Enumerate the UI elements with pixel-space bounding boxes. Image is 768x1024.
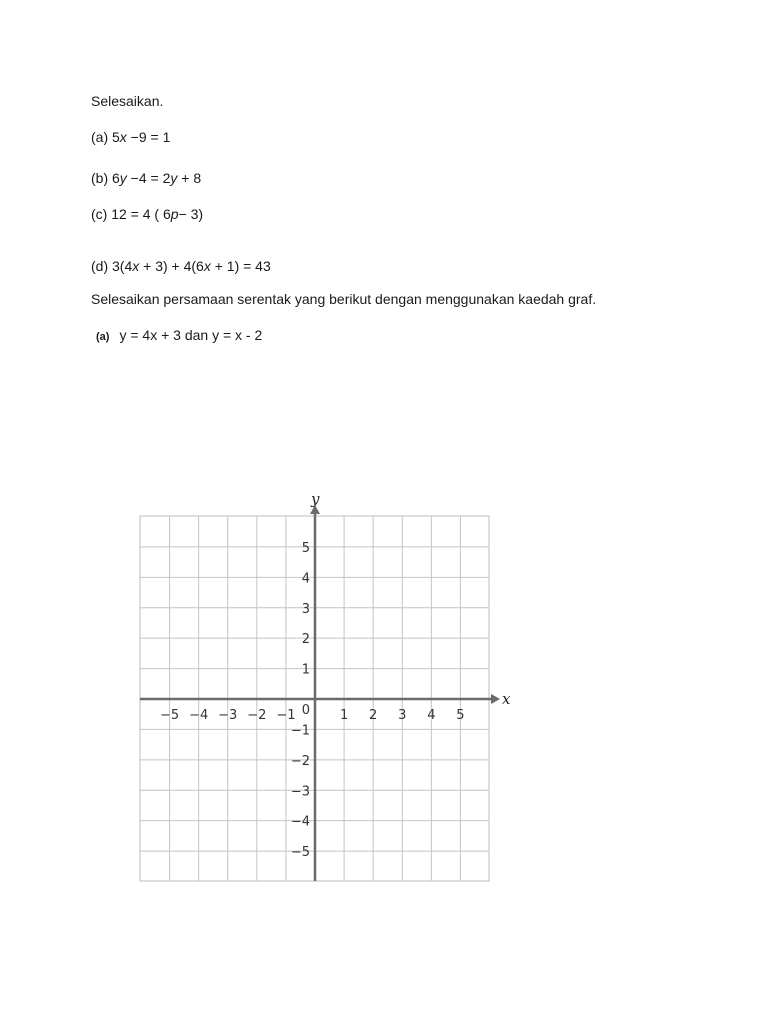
x-tick-label: −2: [247, 708, 267, 723]
origin-label: 0: [301, 703, 310, 718]
graph-instruction: Selesaikan persamaan serentak yang berikut dengan menggunakan kaedah graf.: [91, 291, 597, 307]
x-tick-label: 4: [427, 708, 436, 723]
equation-a: (a) 5x −9 = 1: [91, 129, 171, 145]
x-tick-label: 1: [339, 708, 349, 723]
equation-c: (c) 12 = 4 ( 6p− 3): [91, 206, 204, 222]
y-tick-label: −5: [290, 845, 310, 861]
x-tick-label: −1: [276, 708, 296, 723]
x-tick-label: 2: [369, 708, 378, 723]
equation-d: (d) 3(4x + 3) + 4(6x + 1) = 43: [91, 258, 271, 274]
y-tick-label: −2: [290, 753, 310, 769]
x-tick-label: −3: [218, 708, 238, 723]
y-tick-label: 1: [301, 662, 310, 678]
x-tick-label: 3: [398, 708, 407, 723]
sub-question-label: (a): [96, 331, 110, 343]
x-tick-label: 5: [456, 708, 465, 723]
y-tick-label: 5: [301, 540, 310, 556]
x-axis-label: x: [502, 690, 511, 708]
page-heading: Selesaikan.: [91, 93, 164, 109]
equation-b: (b) 6y −4 = 2y + 8: [91, 170, 202, 186]
x-tick-label: −4: [189, 708, 209, 723]
y-tick-label: −1: [290, 723, 310, 739]
y-axis-label: y: [311, 490, 320, 508]
x-axis-arrow-icon: [491, 694, 500, 704]
y-tick-label: −3: [290, 784, 310, 800]
x-tick-label: −5: [159, 708, 180, 723]
y-tick-label: −4: [290, 814, 310, 830]
y-tick-label: 4: [301, 571, 310, 587]
sub-question-text: y = 4x + 3 dan y = x - 2: [119, 327, 263, 343]
y-tick-label: 3: [301, 601, 310, 617]
y-tick-label: 2: [301, 632, 310, 648]
